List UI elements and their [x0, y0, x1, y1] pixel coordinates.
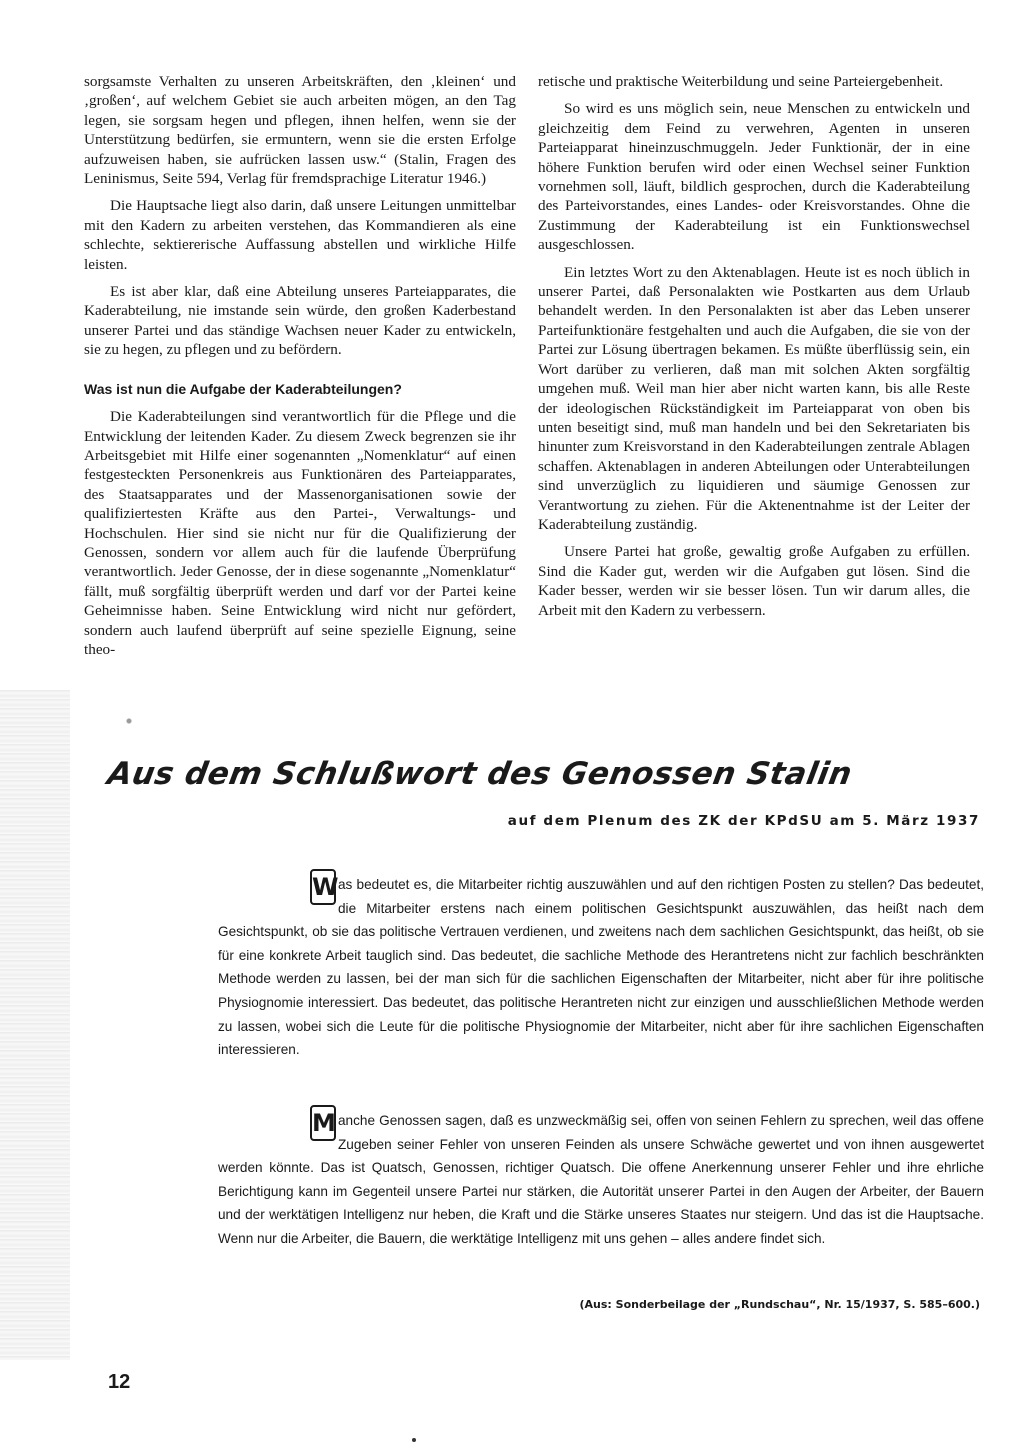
- print-grain-texture: [0, 690, 70, 1360]
- ink-speck: [120, 715, 138, 727]
- quote-block-1: [218, 873, 984, 1062]
- dropcap-w: W: [310, 869, 336, 905]
- left-paragraph-1: sorgsamste Verhalten zu unseren Arbeitskräften, den ‚kleinen‘ und ‚großen‘, auf welchem Gebiet sie auch arbeiten mögen, an den Tag legen, sie sorgsam hegen und pflegen, ihnen helfen, wenn sie der Unterstützung bedürfen, sie ermuntern, wenn sie die ersten Erfolge aufzuweisen haben, sie aufrücken lassen usw.“ (Stalin, Fragen des Leninismus, Seite 594, Verlag für fremdsprachige Literatur 1946.): [84, 73, 516, 188]
- right-paragraph-1: retische und praktische Weiterbildung und seine Parteiergebenheit.: [538, 73, 944, 90]
- right-paragraph-4: Unsere Partei hat große, gewaltig große Aufgaben zu erfüllen. Sind die Kader gut, werden wir die Aufgaben gut lösen. Sind die Kader besser, werden wir sie besser lösen. Tun wir darum alles, die Arbeit mit den Kadern zu verbessern.: [538, 543, 970, 619]
- right-paragraph-3: Ein letztes Wort zu den Aktenablagen. Heute ist es noch üblich in unserer Partei, daß Personalakten wie Postkarten aus dem Urlaub behandelt werden. In den Personalakten ist aber das Leben unserer Parteifunktionäre festgehalten und auch die Aufgaben, die sie von der Partei zur Lösung übertragen bekamen. Es müßte überflüssig sein, ein Wort darüber zu verlieren, daß man mit solchen Akten sorgfältig umgehen muß. Weil man hier aber nicht warten kann, bis alle Reste der ideologischen Rückständigkeit im Parteiapparat von oben bis unten beseitigt sind, muß man handeln und bei den Sekretariaten bis hinunter zum Kreisvorstand in den Kaderabteilungen zentrale Ablagen schaffen. Aktenablagen in anderen Abteilungen oder Unterabteilungen sind unverzüglich zu liquidieren und säumige Genossen zur Verantwortung zu ziehen. Für die Aktenentnahme ist der Leiter der Kaderabteilung zuständig.: [538, 263, 970, 533]
- right-paragraph-2: So wird es uns möglich sein, neue Menschen zu entwickeln und gleichzeitig dem Feind zu verwehren, Agenten in unseren Parteiapparat hineinzuschmuggeln. Jeder Funktionär, der in eine höhere Funktion berufen wird oder einen Wechsel seiner Funktion vornehmen soll, läuft, bildlich gesprochen, durch die Kaderabteilung des Parteivorstandes, eines Landes- oder Kreisvorstandes. Ohne die Zustimmung der Kaderabteilung ist ein Funktionswechsel ausgeschlossen.: [538, 100, 970, 254]
- dropcap-m: M: [310, 1105, 336, 1141]
- left-paragraph-4: Die Kaderabteilungen sind verantwortlich für die Pflege und die Entwicklung der leitenden Kader. Zu diesem Zweck begrenzen sie ihr Arbeitsgebiet mit Hilfe einer sogenannten „Nomenklatur“ auf einen festgesteckten Personenkreis aus Funktionären des Parteiapparates, des Staatsapparates und der Massenorganisationen sowie der qualifiziertesten Kräfte aus den Partei-, Verwaltungs- und Hochschulen. Hier sind sie nicht nur für die Qualifizierung der Genossen, sondern vor allem auch für die laufende Überprüfung verantwortlich. Jeder Genosse, der in diese sogenannte „Nomenklatur“ fällt, muß sorgfältig überprüft werden und darf vor der Partei keine Geheimnisse haben. Seine Entwicklung wird nicht nur gefördert, sondern auch laufend überprüft auf seine spezielle Eignung, seine theo-: [84, 408, 516, 658]
- print-dot: [412, 1438, 416, 1442]
- left-column: [84, 72, 516, 667]
- left-paragraph-2: Die Hauptsache liegt also darin, daß unsere Leitungen unmittelbar mit den Kadern zu arbeiten verstehen, das Kommandieren als eine schlechte, sektiererische Auffassung abstellen und wirkliche Hilfe leisten.: [84, 197, 516, 273]
- quote-block-1-text: as bedeutet es, die Mitarbeiter richtig auszuwählen und auf den richtigen Posten zu stellen? Das bedeutet, die Mitarbeiter erstens nach einem politischen Gesichtspunkt auszuwählen, das heißt nach dem Gesichtspunkt, ob sie das politische Vertrauen verdienen, und zweitens nach dem sachlichen Gesichtspunkt, das heißt, ob sie für eine konkrete Arbeit tauglich sind. Das bedeutet, die sachliche Methode des Herantretens nicht zur fachlich beschränkten Methode werden zu lassen, bei der man sich für die sachlichen Eigenschaften der Mitarbeiter, nicht aber für ihre politische Physiognomie interessiert. Das bedeutet, das politische Herantreten nicht zur einzigen und ausschließlichen Methode werden zu lassen, wobei sich die Leute für die politische Physiognomie der Mitarbeiter, nicht aber für ihre sachlichen Eigenschaften interessieren.: [218, 877, 984, 1058]
- quote-source: (Aus: Sonderbeilage der „Rundschau“, Nr. 15/1937, S. 585–600.): [579, 1298, 980, 1311]
- quote-subtitle: auf dem Plenum des ZK der KPdSU am 5. März 1937: [507, 813, 980, 829]
- left-paragraph-3: Es ist aber klar, daß eine Abteilung unseres Parteiapparates, die Kaderabteilung, nie imstande sein würde, den großen Kaderbestand unserer Partei und das ständige Wachsen neuer Kader zu entwickeln, sie zu hegen, zu pflegen und zu befördern.: [84, 283, 516, 359]
- page-number: 12: [108, 1371, 131, 1393]
- quote-block-2-text: anche Genossen sagen, daß es unzweckmäßig sei, offen von seinen Fehlern zu sprechen, weil das offene Zugeben seiner Fehler von unseren Feinden als unsere Schwäche gewertet und von ihnen ausgewertet werden könnte. Das ist Quatsch, Genossen, richtiger Quatsch. Die offene Anerkennung unserer Fehler und ihre ehrliche Berichtigung kann im Gegenteil unsere Partei nur stärken, die Autorität unserer Partei in den Augen der Arbeiter, der Bauern und der werktätigen Intelligenz nur heben, die Kraft und die Stärke unseres Staates nur steigern. Und das ist die Hauptsache. Wenn nur die Arbeiter, die Bauern, die werktätige Intelligenz mit uns gehen – alles andere findet sich.: [218, 1113, 984, 1246]
- quote-block-2: [218, 1109, 984, 1251]
- right-column: [538, 72, 970, 628]
- section-heading: Was ist nun die Aufgabe der Kaderabteilungen?: [84, 380, 402, 397]
- quote-title: Aus dem Schlußwort des Genossen Stalin: [104, 756, 855, 792]
